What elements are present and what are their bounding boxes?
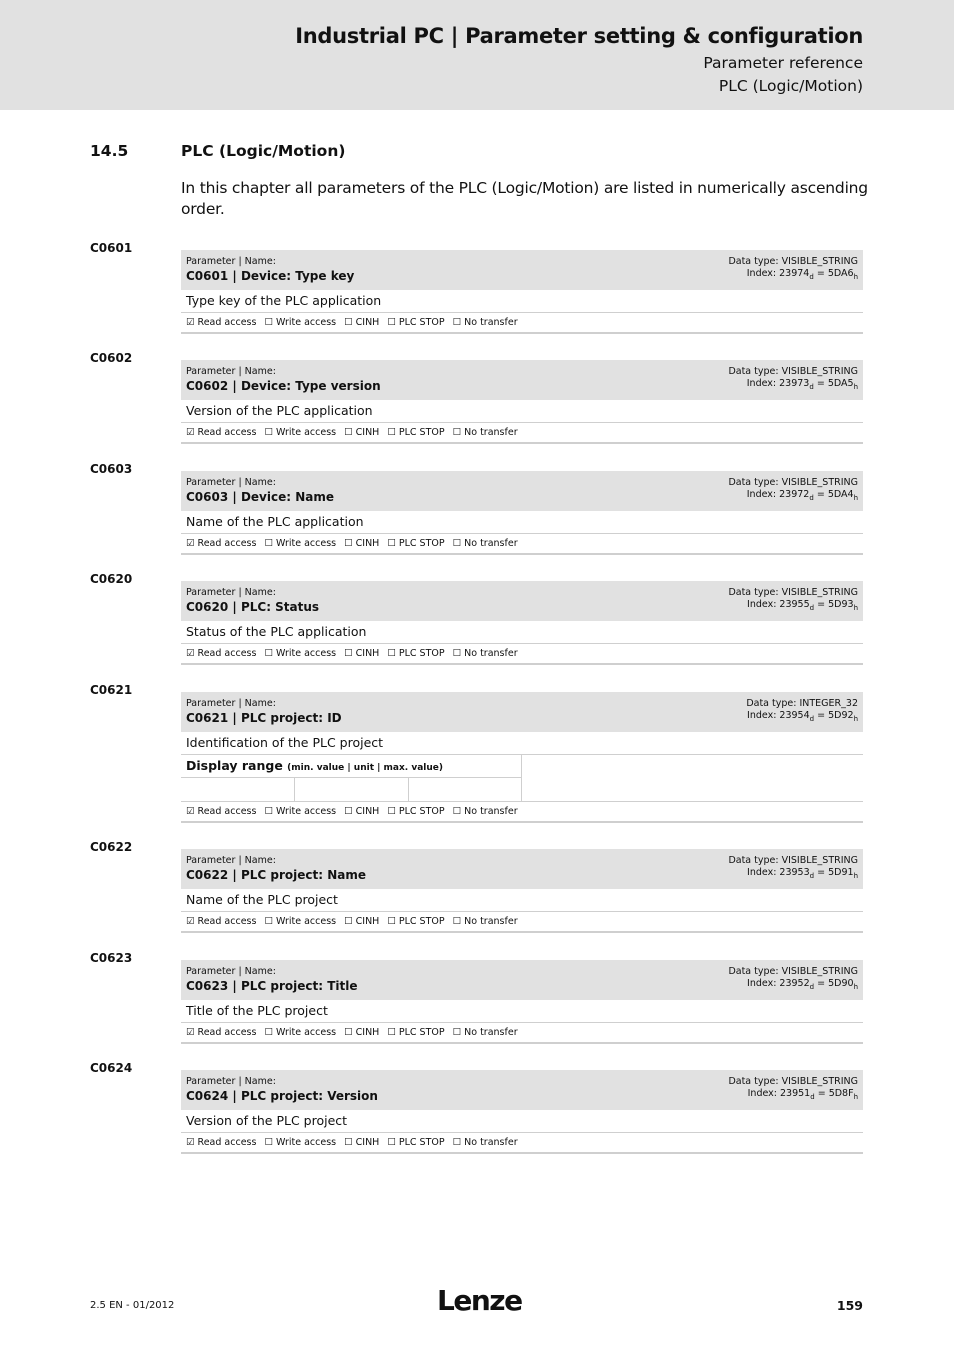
section-number: 14.5 <box>90 142 129 160</box>
parameter-description: Status of the PLC application <box>181 621 863 644</box>
parameter-name: C0621 | PLC project: ID <box>186 711 342 725</box>
read-access-flag: ☑ Read access <box>186 427 257 438</box>
parameter-header <box>181 960 863 1000</box>
access-flags <box>181 313 863 334</box>
access-flags <box>181 912 863 933</box>
access-flags <box>181 1023 863 1044</box>
parameter-name: C0602 | Device: Type version <box>186 379 381 393</box>
write-access-flag: ☐ Write access <box>264 648 337 659</box>
cinh-flag: ☐ CINH <box>344 806 380 817</box>
cinh-flag: ☐ CINH <box>344 427 380 438</box>
parameter-name-label: Parameter | Name: <box>186 966 276 977</box>
range-divider <box>181 777 521 778</box>
display-range <box>181 755 863 802</box>
no-transfer-flag: ☐ No transfer <box>452 427 518 438</box>
plc-stop-flag: ☐ PLC STOP <box>387 427 445 438</box>
plc-stop-flag: ☐ PLC STOP <box>387 806 445 817</box>
read-access-flag: ☑ Read access <box>186 1027 257 1038</box>
write-access-flag: ☐ Write access <box>264 538 337 549</box>
parameter-header <box>181 360 863 400</box>
no-transfer-flag: ☐ No transfer <box>452 916 518 927</box>
parameter-table <box>181 360 863 444</box>
write-access-flag: ☐ Write access <box>264 806 337 817</box>
cinh-flag: ☐ CINH <box>344 1027 380 1038</box>
range-divider <box>521 755 522 801</box>
range-divider <box>408 777 409 801</box>
data-type: Data type: INTEGER_32 <box>746 698 858 709</box>
parameter-code: C0621 <box>90 683 133 697</box>
parameter-code: C0624 <box>90 1061 133 1075</box>
parameter-description: Version of the PLC project <box>181 1110 863 1133</box>
parameter-name-label: Parameter | Name: <box>186 256 276 267</box>
plc-stop-flag: ☐ PLC STOP <box>387 916 445 927</box>
parameter-table <box>181 692 863 823</box>
parameter-code: C0620 <box>90 572 133 586</box>
write-access-flag: ☐ Write access <box>264 427 337 438</box>
lenze-logo: Lenze <box>437 1284 522 1317</box>
index: Index: $23973_d = 5DA5_h$ <box>746 378 858 391</box>
parameter-name-label: Parameter | Name: <box>186 477 276 488</box>
parameter-description: Identification of the PLC project <box>181 732 863 755</box>
no-transfer-flag: ☐ No transfer <box>452 1027 518 1038</box>
parameter-table <box>181 960 863 1044</box>
read-access-flag: ☑ Read access <box>186 916 257 927</box>
range-divider <box>294 777 295 801</box>
plc-stop-flag: ☐ PLC STOP <box>387 648 445 659</box>
parameter-header <box>181 250 863 290</box>
access-flags <box>181 644 863 665</box>
header-subtitle-2: PLC (Logic/Motion) <box>718 77 863 95</box>
parameter-name-label: Parameter | Name: <box>186 587 276 598</box>
header-subtitle-1: Parameter reference <box>703 54 863 72</box>
cinh-flag: ☐ CINH <box>344 916 380 927</box>
parameter-name: C0601 | Device: Type key <box>186 269 355 283</box>
no-transfer-flag: ☐ No transfer <box>452 538 518 549</box>
cinh-flag: ☐ CINH <box>344 648 380 659</box>
parameter-name: C0603 | Device: Name <box>186 490 334 504</box>
data-type: Data type: VISIBLE_STRING <box>728 966 858 977</box>
data-type: Data type: VISIBLE_STRING <box>728 477 858 488</box>
parameter-name: C0622 | PLC project: Name <box>186 868 366 882</box>
write-access-flag: ☐ Write access <box>264 1137 337 1148</box>
parameter-description: Title of the PLC project <box>181 1000 863 1023</box>
data-type: Data type: VISIBLE_STRING <box>728 366 858 377</box>
parameter-description: Version of the PLC application <box>181 400 863 423</box>
cinh-flag: ☐ CINH <box>344 317 380 328</box>
parameter-description: Type key of the PLC application <box>181 290 863 313</box>
plc-stop-flag: ☐ PLC STOP <box>387 1027 445 1038</box>
cinh-flag: ☐ CINH <box>344 1137 380 1148</box>
plc-stop-flag: ☐ PLC STOP <box>387 317 445 328</box>
parameter-code: C0602 <box>90 351 133 365</box>
parameter-header <box>181 581 863 621</box>
parameter-name-label: Parameter | Name: <box>186 698 276 709</box>
no-transfer-flag: ☐ No transfer <box>452 806 518 817</box>
section-title: PLC (Logic/Motion) <box>181 142 346 160</box>
read-access-flag: ☑ Read access <box>186 648 257 659</box>
index: Index: $23954_d = 5D92_h$ <box>747 710 858 723</box>
footer-version: 2.5 EN - 01/2012 <box>90 1300 175 1311</box>
no-transfer-flag: ☐ No transfer <box>452 317 518 328</box>
write-access-flag: ☐ Write access <box>264 916 337 927</box>
write-access-flag: ☐ Write access <box>264 317 337 328</box>
parameter-table <box>181 581 863 665</box>
access-flags <box>181 534 863 555</box>
index: Index: $23974_d = 5DA6_h$ <box>746 268 858 281</box>
parameter-name-label: Parameter | Name: <box>186 855 276 866</box>
parameter-name: C0620 | PLC: Status <box>186 600 320 614</box>
parameter-header <box>181 849 863 889</box>
parameter-name-label: Parameter | Name: <box>186 366 276 377</box>
parameter-name: C0623 | PLC project: Title <box>186 979 358 993</box>
data-type: Data type: VISIBLE_STRING <box>728 587 858 598</box>
index: Index: $23955_d = 5D93_h$ <box>747 599 858 612</box>
parameter-description: Name of the PLC application <box>181 511 863 534</box>
data-type: Data type: VISIBLE_STRING <box>728 1076 858 1087</box>
page-number: 159 <box>836 1298 863 1313</box>
parameter-table <box>181 250 863 334</box>
read-access-flag: ☑ Read access <box>186 806 257 817</box>
read-access-flag: ☑ Read access <box>186 1137 257 1148</box>
parameter-table <box>181 1070 863 1154</box>
index: Index: $23953_d = 5D91_h$ <box>747 867 858 880</box>
access-flags <box>181 423 863 444</box>
no-transfer-flag: ☐ No transfer <box>452 1137 518 1148</box>
data-type: Data type: VISIBLE_STRING <box>728 256 858 267</box>
data-type: Data type: VISIBLE_STRING <box>728 855 858 866</box>
write-access-flag: ☐ Write access <box>264 1027 337 1038</box>
parameter-description: Name of the PLC project <box>181 889 863 912</box>
access-flags <box>181 802 863 823</box>
page-header <box>0 0 954 110</box>
parameter-name-label: Parameter | Name: <box>186 1076 276 1087</box>
plc-stop-flag: ☐ PLC STOP <box>387 538 445 549</box>
index: Index: $23972_d = 5DA4_h$ <box>746 489 858 502</box>
parameter-code: C0623 <box>90 951 133 965</box>
header-title: Industrial PC | Parameter setting & configuration <box>295 24 863 48</box>
parameter-header <box>181 692 863 732</box>
parameter-header <box>181 471 863 511</box>
parameter-name: C0624 | PLC project: Version <box>186 1089 378 1103</box>
read-access-flag: ☑ Read access <box>186 317 257 328</box>
plc-stop-flag: ☐ PLC STOP <box>387 1137 445 1148</box>
no-transfer-flag: ☐ No transfer <box>452 648 518 659</box>
parameter-code: C0601 <box>90 241 133 255</box>
parameter-header <box>181 1070 863 1110</box>
cinh-flag: ☐ CINH <box>344 538 380 549</box>
parameter-table <box>181 471 863 555</box>
parameter-table <box>181 849 863 933</box>
index: Index: $23951_d = 5D8F_h$ <box>747 1088 858 1101</box>
section-intro: In this chapter all parameters of the PLC (Logic/Motion) are listed in numerically ascending order. <box>181 179 868 218</box>
access-flags <box>181 1133 863 1154</box>
read-access-flag: ☑ Read access <box>186 538 257 549</box>
parameter-code: C0622 <box>90 840 133 854</box>
display-range-label: Display range (min. value | unit | max. value) <box>186 758 444 773</box>
parameter-code: C0603 <box>90 462 133 476</box>
index: Index: $23952_d = 5D90_h$ <box>747 978 858 991</box>
